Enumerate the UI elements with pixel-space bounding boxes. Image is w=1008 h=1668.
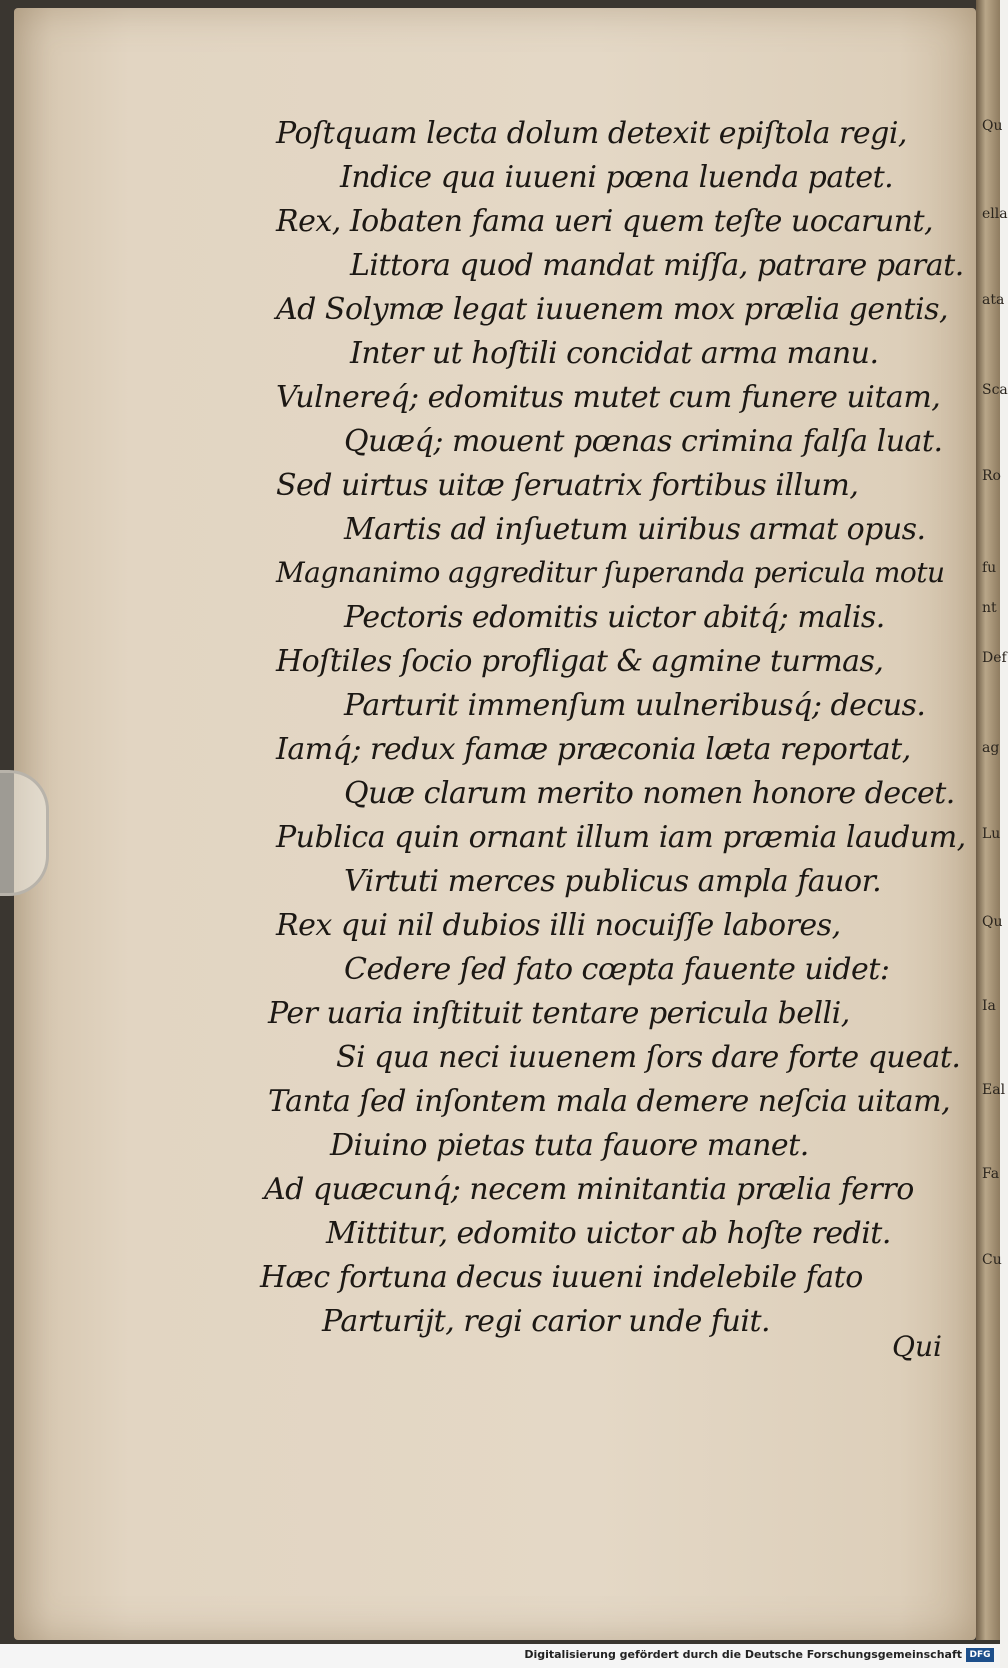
facing-page-fragment: ag <box>982 740 1000 756</box>
facing-page-fragment: Def <box>982 650 1007 666</box>
facing-page-fragment: nt <box>982 600 997 616</box>
verse-line: Parturijt, regi carior unde fuit. <box>322 1304 771 1339</box>
facing-page-fragment: Cu <box>982 1252 1002 1268</box>
verse-line: Iamq́; redux famæ præconia læta reportat, <box>276 732 911 767</box>
book-page <box>14 8 976 1640</box>
verse-line: Sed uirtus uitæ ſeruatrix fortibus illum, <box>276 468 859 503</box>
verse-line: Parturit immenſum uulneribusq́; decus. <box>344 688 926 723</box>
facing-page-fragment: Ro <box>982 468 1001 484</box>
facing-page-fragment: ata <box>982 292 1005 308</box>
verse-line: Rex qui nil dubios illi nocuiſſe labores, <box>276 908 841 943</box>
verse-line: Hæc fortuna decus iuueni indelebile fato <box>260 1260 863 1295</box>
facing-page-fragment: Fa <box>982 1166 1000 1182</box>
verse-line: Inter ut hoſtili concidat arma manu. <box>350 336 879 371</box>
verse-line: Tanta ſed inſontem mala demere neſcia uitam, <box>268 1084 951 1119</box>
verse-line: Littora quod mandat miſſa, patrare parat. <box>350 248 964 283</box>
verse-line: Quæ clarum merito nomen honore decet. <box>344 776 955 811</box>
verse-line: Si qua neci iuuenem ſors dare forte queat. <box>336 1040 961 1075</box>
facing-page-fragment: Qu <box>982 914 1003 930</box>
verse-line: Rex, Iobaten fama ueri quem teſte uocarunt, <box>276 204 934 239</box>
facing-page-fragment: Lu <box>982 826 1001 842</box>
verse-line: Cedere ſed fato cœpta fauente uidet: <box>344 952 890 987</box>
facing-page-fragment: fu <box>982 560 997 576</box>
verse-line: Poſtquam lecta dolum detexit epiſtola regi, <box>276 116 907 151</box>
facing-page-fragment: Sca <box>982 382 1008 398</box>
verse-line: Quæq́; mouent pœnas crimina falſa luat. <box>344 424 943 459</box>
verse-line: Pectoris edomitis uictor abitq́; malis. <box>344 600 885 635</box>
facing-page-fragment: Qu <box>982 118 1003 134</box>
verse-line: Magnanimo aggreditur ſuperanda pericula motu <box>276 556 945 589</box>
verse-line: Ad Solymæ legat iuuenem mox prælia gentis, <box>276 292 949 327</box>
footer-bar <box>0 1644 1000 1668</box>
verse-line: Hoſtiles ſocio profligat & agmine turmas, <box>276 644 884 679</box>
funding-credit: Digitalisierung gefördert durch die Deutsche Forschungsgemeinschaft <box>524 1648 962 1661</box>
verse-line: Vulnereq́; edomitus mutet cum funere uitam, <box>276 380 941 415</box>
verse-line: Mittitur, edomito uictor ab hoſte redit. <box>326 1216 891 1251</box>
facing-page-fragment: Ia <box>982 998 996 1014</box>
page-clip <box>0 770 49 896</box>
verse-line: Per uaria inſtituit tentare pericula belli, <box>268 996 850 1031</box>
catchword: Qui <box>892 1330 942 1363</box>
dfg-logo: DFG <box>966 1648 994 1662</box>
facing-page-fragment: Eal <box>982 1082 1006 1098</box>
facing-page-edge <box>976 0 1000 1640</box>
verse-line: Indice qua iuueni pœna luenda patet. <box>340 160 894 195</box>
verse-line: Publica quin ornant illum iam præmia laudum, <box>276 820 966 855</box>
verse-line: Virtuti merces publicus ampla fauor. <box>344 864 882 899</box>
verse-line: Diuino pietas tuta fauore manet. <box>330 1128 809 1163</box>
verse-line: Ad quæcunq́; necem minitantia prælia ferro <box>264 1172 914 1207</box>
verse-line: Martis ad inſuetum uiribus armat opus. <box>344 512 926 547</box>
facing-page-fragment: ella <box>982 206 1008 222</box>
